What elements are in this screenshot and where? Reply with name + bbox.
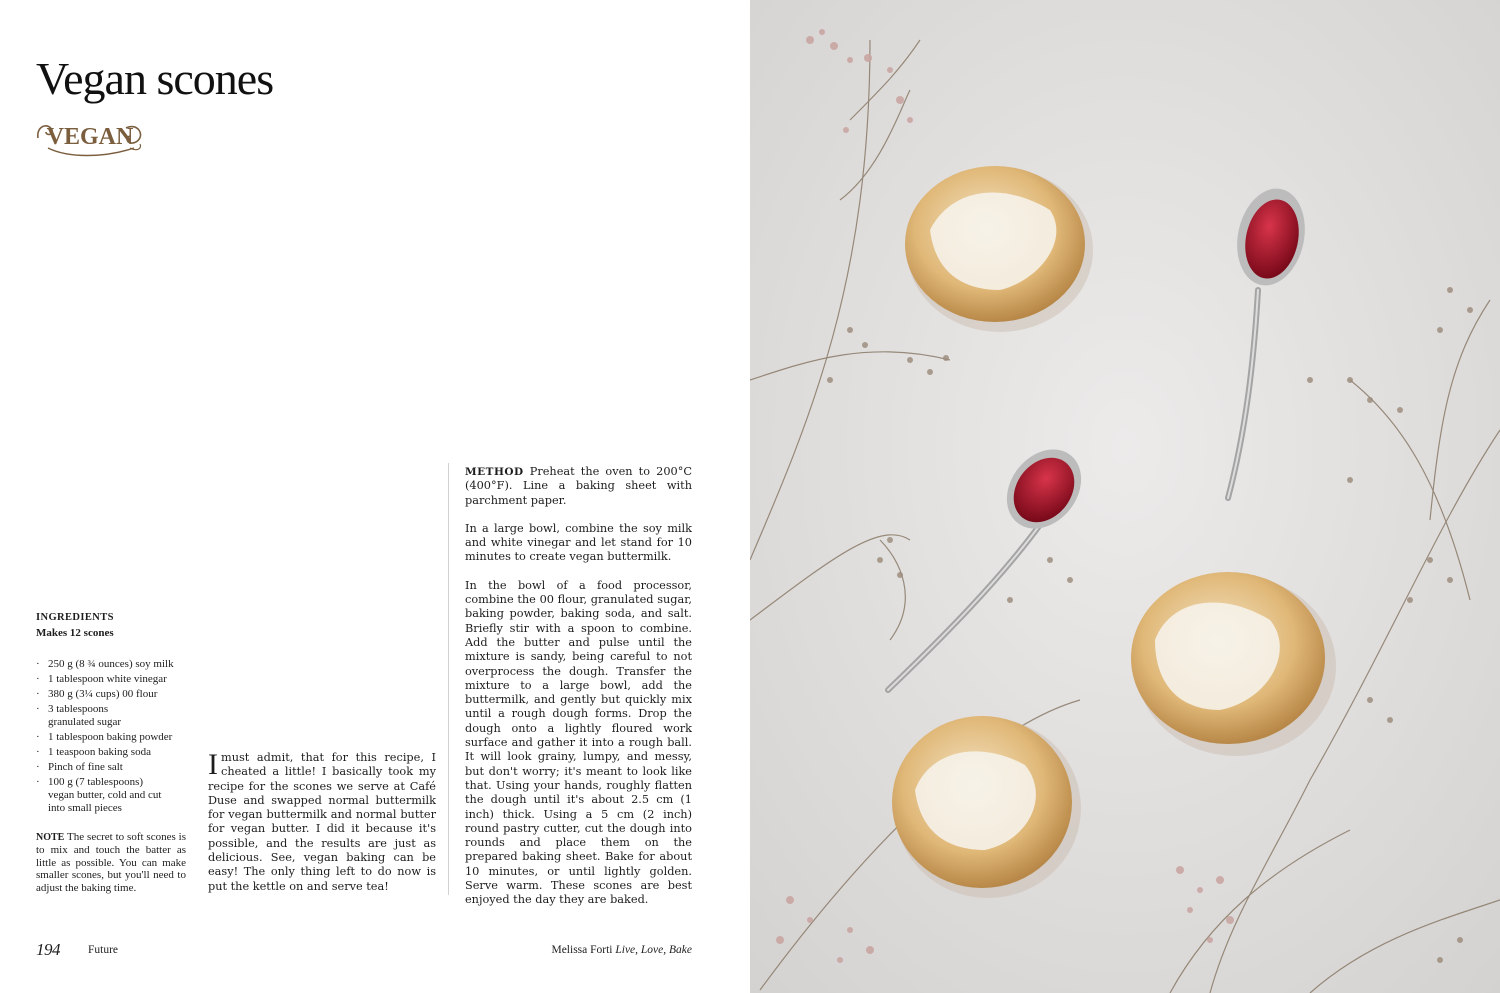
vegan-badge <box>34 114 146 162</box>
author-name: Melissa Forti <box>551 944 613 956</box>
book-title: Live, Love, Bake <box>615 944 692 956</box>
ingredient-item: · 1 tablespoon white vinegar <box>36 673 196 686</box>
method-step: In the bowl of a food processor, combine the 00 flour, granulated sugar, baking powder, baking soda, and salt. Briefly stir with a spoon to combine. Add the butter and pulse until the mixture is sandy, being careful to not overprocess the dough. Transfer the mixture to a large bowl, add the buttermilk, and gently but quickly mix until a rough dough forms. Drop the dough onto a lightly floured work surface and gather it into a rough ball. It will look grainy, lumpy, and messy, but don't worry; it's meant to look like that. Using your hands, roughly flatten the dough until it's about 2.5 cm (1 inch) thick. Using a 5 cm (2 inch) round pastry cutter, cut the dough into rounds and place them on the prepared baking sheet. Bake for about 10 minutes, or until lightly golden. Serve warm. These scones are best enjoyed the day they are baked. <box>465 578 692 907</box>
ingredient-item: · 100 g (7 tablespoons) vegan butter, cold and cut into small pieces <box>36 776 170 815</box>
intro-paragraph <box>208 748 436 894</box>
ingredient-item: · 250 g (8 ¾ ounces) soy milk <box>36 658 196 671</box>
intro-text: must admit, that for this recipe, I cheated a little! I basically took my recipe for the scones we serve at Café Duse and swapped normal buttermilk for vegan buttermilk and normal butter for vegan butter. I did it because it's possible, and the results are just as delicious. See, vegan baking can be easy! The only thing left to do now is put the kettle on and serve tea! <box>208 751 436 893</box>
vegan-badge-text: VEGAN <box>46 124 134 150</box>
photo-page <box>750 0 1500 993</box>
page-number: 194 <box>36 940 60 959</box>
note-label: NOTE <box>36 832 65 843</box>
method-label: METHOD <box>465 466 524 478</box>
method-step: In a large bowl, combine the soy milk and white vinegar and let stand for 10 minutes to create vegan buttermilk. <box>465 521 692 564</box>
ingredient-item: · 1 tablespoon baking powder <box>36 731 196 744</box>
recipe-title: Vegan scones <box>36 53 274 104</box>
recipe-yield: Makes 12 scones <box>36 627 114 639</box>
ingredient-item: · 1 teaspoon baking soda <box>36 746 196 759</box>
ingredient-item: · Pinch of fine salt <box>36 761 196 774</box>
column-divider <box>448 463 449 895</box>
recipe-note <box>36 831 186 894</box>
ingredient-item: · 380 g (3¼ cups) 00 flour <box>36 688 196 701</box>
method-step <box>465 465 692 508</box>
running-head <box>551 944 692 956</box>
note-text: The secret to soft scones is to mix and touch the batter as little as possible. You can make smaller scones, but you'll need to adjust the baking time. <box>36 831 186 894</box>
drop-cap: I <box>208 748 218 781</box>
ingredients-list <box>36 658 196 817</box>
scones-photo <box>750 0 1500 993</box>
method-step-text: Preheat the oven to 200°C (400°F). Line a baking sheet with parchment paper. <box>465 465 692 507</box>
ingredient-item: · 3 tablespoons granulated sugar <box>36 703 128 729</box>
section-name: Future <box>88 944 119 956</box>
method-section <box>465 465 692 922</box>
ingredients-heading: INGREDIENTS <box>36 612 114 623</box>
vegan-badge-icon <box>34 114 146 162</box>
